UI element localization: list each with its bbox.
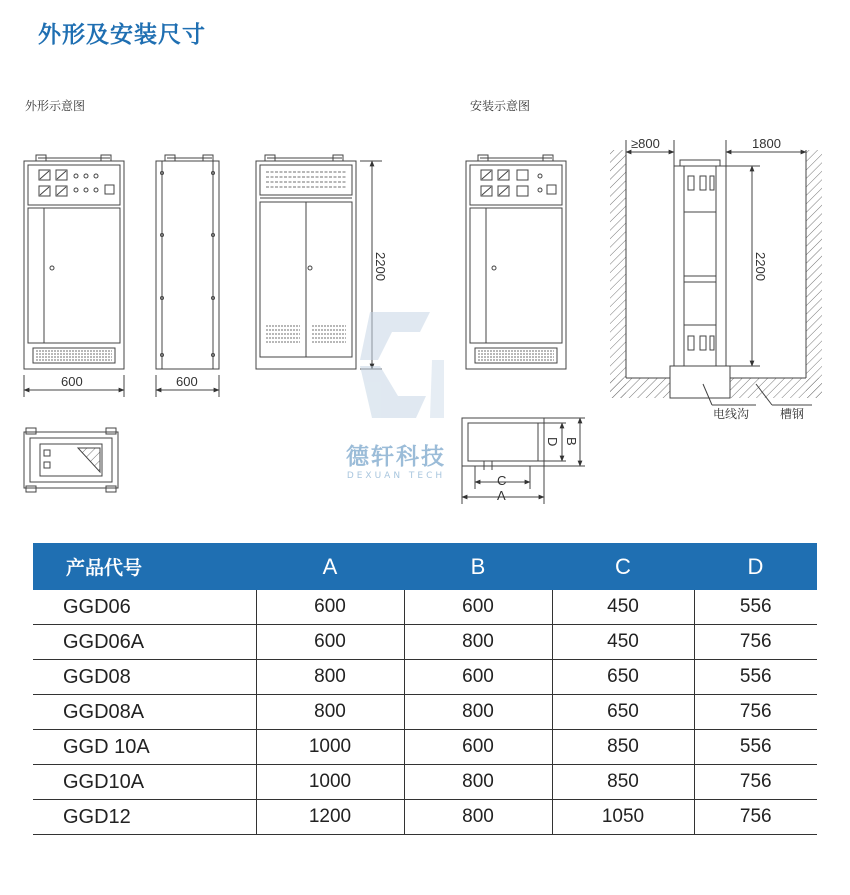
cell-a: 1000 bbox=[256, 730, 404, 765]
header-b: B bbox=[404, 543, 552, 590]
header-d: D bbox=[694, 543, 817, 590]
cell-c: 850 bbox=[552, 765, 694, 800]
cell-b: 800 bbox=[404, 625, 552, 660]
watermark-logo bbox=[360, 312, 444, 418]
dim-a-label: A bbox=[497, 488, 506, 503]
install-section-view bbox=[610, 140, 822, 405]
cell-a: 600 bbox=[256, 590, 404, 625]
header-c: C bbox=[552, 543, 694, 590]
cell-b: 800 bbox=[404, 800, 552, 835]
channel-steel-label: 槽钢 bbox=[780, 407, 805, 421]
header-model: 产品代号 bbox=[33, 543, 256, 590]
cell-model: GGD 10A bbox=[33, 730, 256, 765]
cell-c: 1050 bbox=[552, 800, 694, 835]
cabinet-side-view bbox=[156, 155, 219, 369]
cell-d: 756 bbox=[694, 800, 817, 835]
outline-view-label: 外形示意图 bbox=[25, 99, 86, 113]
table-row bbox=[33, 765, 817, 800]
dim-front-width: 600 bbox=[61, 374, 83, 389]
cell-b: 600 bbox=[404, 660, 552, 695]
dimension-table bbox=[33, 543, 817, 835]
dim-height-install: 2200 bbox=[753, 252, 768, 281]
dim-wall-gap: ≥800 bbox=[631, 136, 660, 151]
cell-d: 556 bbox=[694, 660, 817, 695]
table-row bbox=[33, 800, 817, 835]
cell-c: 650 bbox=[552, 660, 694, 695]
cell-model: GGD06A bbox=[33, 625, 256, 660]
table-row bbox=[33, 590, 817, 625]
dim-b-label: B bbox=[564, 437, 579, 446]
table-row bbox=[33, 625, 817, 660]
watermark bbox=[346, 438, 446, 481]
cell-b: 600 bbox=[404, 590, 552, 625]
page-title: 外形及安装尺寸 bbox=[38, 22, 206, 48]
table-row bbox=[33, 695, 817, 730]
cell-c: 650 bbox=[552, 695, 694, 730]
cell-d: 556 bbox=[694, 730, 817, 765]
cell-b: 800 bbox=[404, 695, 552, 730]
install-view-label: 安装示意图 bbox=[470, 99, 531, 113]
cell-b: 600 bbox=[404, 730, 552, 765]
table-header-row bbox=[33, 543, 817, 590]
cell-d: 756 bbox=[694, 695, 817, 730]
cell-model: GGD12 bbox=[33, 800, 256, 835]
header-a: A bbox=[256, 543, 404, 590]
watermark-name: 德轩科技 bbox=[346, 444, 446, 470]
dim-c-label: C bbox=[497, 473, 507, 488]
watermark-sub: DEXUAN TECH bbox=[346, 471, 446, 481]
cell-a: 800 bbox=[256, 660, 404, 695]
cell-a: 1000 bbox=[256, 765, 404, 800]
cell-c: 850 bbox=[552, 730, 694, 765]
base-plan-view bbox=[462, 418, 585, 504]
cell-model: GGD08A bbox=[33, 695, 256, 730]
table-row bbox=[33, 660, 817, 695]
cell-b: 800 bbox=[404, 765, 552, 800]
cell-c: 450 bbox=[552, 625, 694, 660]
cell-a: 800 bbox=[256, 695, 404, 730]
cell-d: 556 bbox=[694, 590, 817, 625]
cell-a: 1200 bbox=[256, 800, 404, 835]
dim-front-clear: 1800 bbox=[752, 136, 781, 151]
cabinet-front-view bbox=[24, 155, 124, 369]
cabinet-rear-view bbox=[256, 155, 356, 369]
cell-d: 756 bbox=[694, 625, 817, 660]
cabinet-top-view bbox=[24, 428, 118, 492]
cell-a: 600 bbox=[256, 625, 404, 660]
cell-model: GGD10A bbox=[33, 765, 256, 800]
dim-side-width: 600 bbox=[176, 374, 198, 389]
cell-c: 450 bbox=[552, 590, 694, 625]
table-row bbox=[33, 730, 817, 765]
cell-d: 756 bbox=[694, 765, 817, 800]
install-front-view bbox=[466, 155, 566, 369]
cell-model: GGD06 bbox=[33, 590, 256, 625]
cell-model: GGD08 bbox=[33, 660, 256, 695]
cable-trench-label: 电线沟 bbox=[713, 407, 750, 421]
dim-height-outline: 2200 bbox=[373, 252, 388, 281]
dim-d-label: D bbox=[545, 437, 560, 447]
